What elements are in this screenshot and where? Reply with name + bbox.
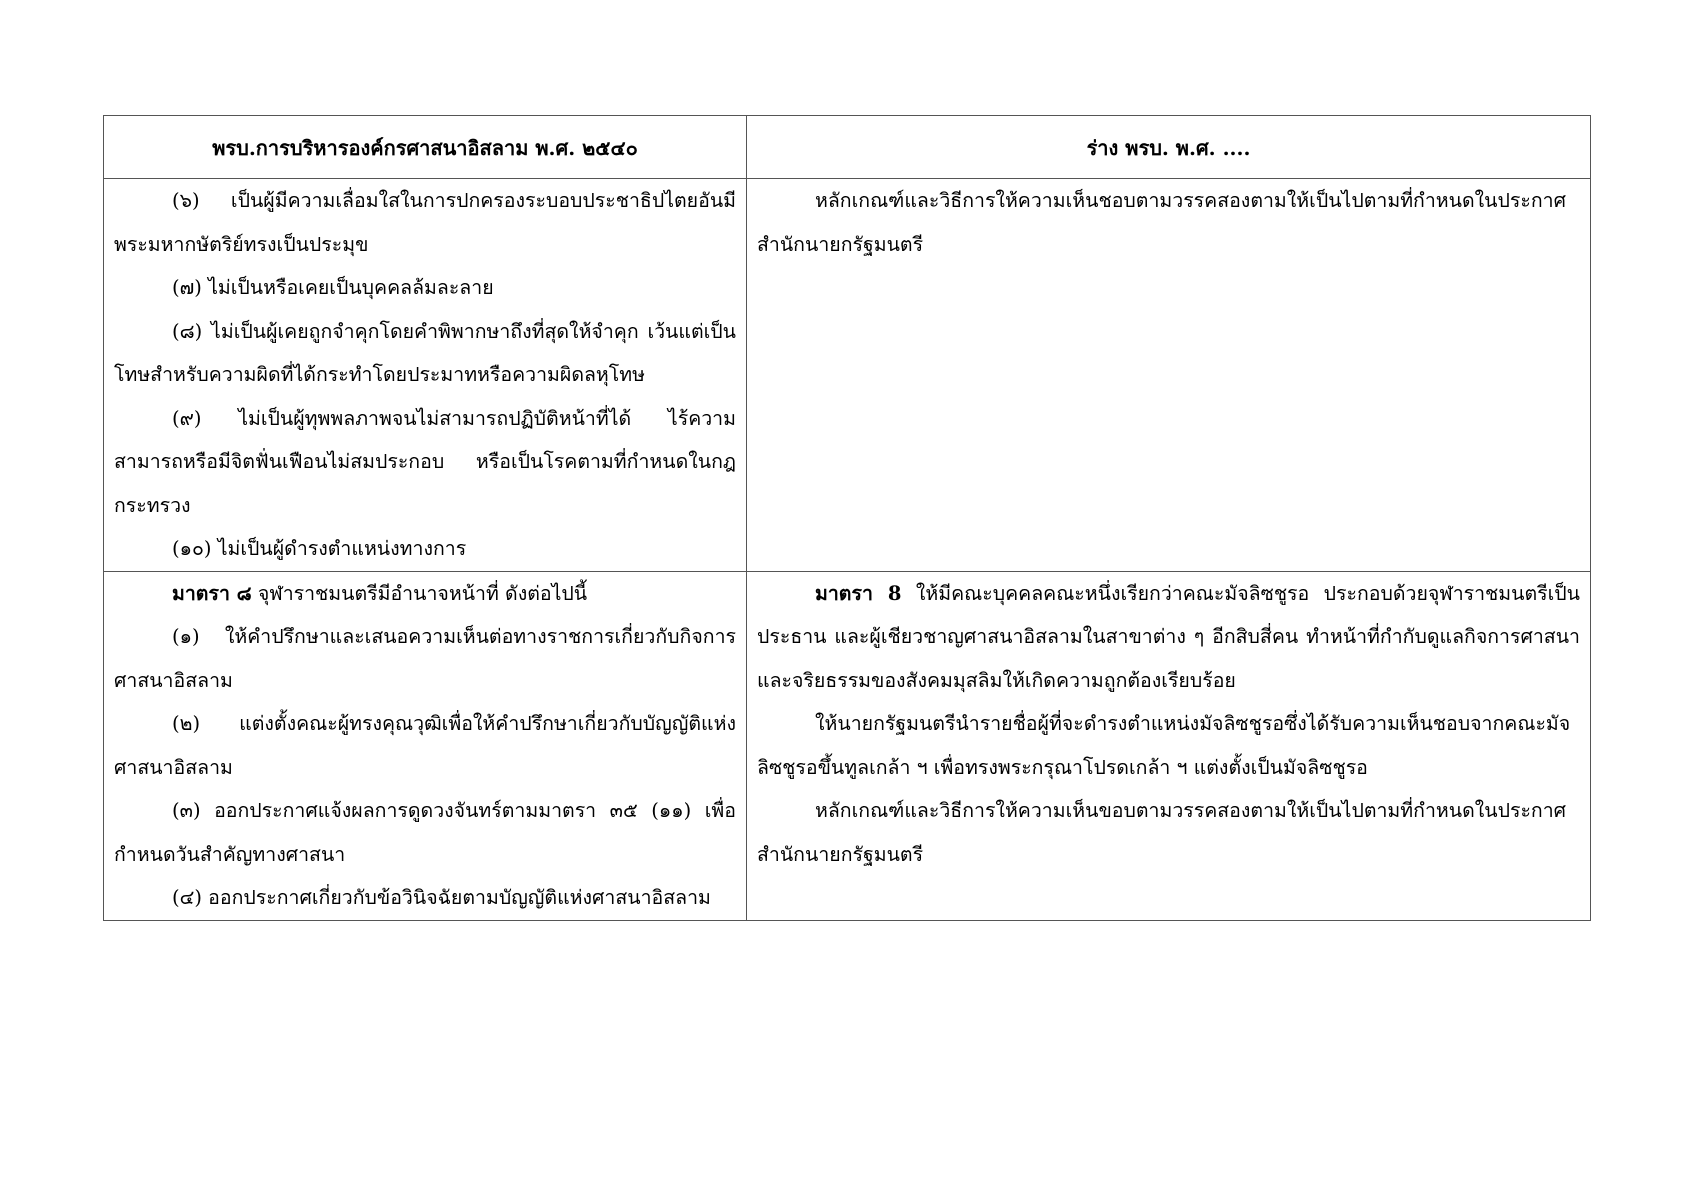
cell-current-qualifications [104, 179, 747, 572]
header-current-act: พรบ.การบริหารองค์กรศาสนาอิสลาม พ.ศ. ๒๕๔๐ [104, 116, 747, 179]
paragraph: หลักเกณฑ์และวิธีการให้ความเห็นขอบตามวรรคสองตามให้เป็นไปตามที่กำหนดในประกาศสำนักนายกรัฐมนตรี [757, 799, 1567, 866]
paragraph: หลักเกณฑ์และวิธีการให้ความเห็นชอบตามวรรคสองตามให้เป็นไปตามที่กำหนดในประกาศสำนักนายกรัฐมนตรี [757, 189, 1566, 256]
cell-draft-criteria [747, 179, 1591, 572]
paragraph: (๓) ออกประกาศแจ้งผลการดูดวงจันทร์ตามมาตรา ๓๕ (๑๑) เพื่อกำหนดวันสำคัญทางศาสนา [114, 799, 736, 866]
section-paragraph [114, 572, 736, 616]
paragraph: (๑๐) ไม่เป็นผู้ดำรงตำแหน่งทางการ [172, 537, 467, 560]
table-header-row [104, 116, 1591, 179]
comparison-table [103, 115, 1591, 921]
header-draft-act: ร่าง พรบ. พ.ศ. .... [747, 116, 1591, 179]
cell-draft-section-8 [747, 571, 1591, 920]
section-label: มาตรา ๘ [172, 581, 252, 605]
cell-current-section-8 [104, 571, 747, 920]
paragraph: (๑) ให้คำปรึกษาและเสนอความเห็นต่อทางราชการเกี่ยวกับกิจการศาสนาอิสลาม [114, 625, 736, 692]
section-label: มาตรา 8 [815, 581, 902, 605]
paragraph: (๔) ออกประกาศเกี่ยวกับข้อวินิจฉัยตามบัญญัติแห่งศาสนาอิสลาม [172, 886, 711, 909]
paragraph: ให้นายกรัฐมนตรีนำรายชื่อผู้ที่จะดำรงตำแหน่งมัจลิซชูรอซึ่งได้รับความเห็นชอบจากคณะมัจลิซชูรอขึ้นทูลเกล้า ฯ เพื่อทรงพระกรุณาโปรดเกล้า ฯ แต่งตั้งเป็นมัจลิซชูรอ [757, 712, 1571, 779]
table-row [104, 179, 1591, 572]
paragraph: (๒) แต่งตั้งคณะผู้ทรงคุณวุฒิเพื่อให้คำปรึกษาเกี่ยวกับบัญญัติแห่งศาสนาอิสลาม [114, 712, 736, 779]
section-text: ให้มีคณะบุคคลคณะหนึ่งเรียกว่าคณะมัจลิซชูรอ ประกอบด้วยจุฬาราชมนตรีเป็นประธาน และผู้เชียวชาญศาสนาอิสลามในสาขาต่าง ๆ อีกสิบสี่คน ทำหน้าที่กำกับดูแลกิจการศาสนาและจริยธรรมของสังคมมุสลิมให้เกิดความถูกต้องเรียบร้อย [757, 581, 1580, 692]
paragraph: (๙) ไม่เป็นผู้ทุพพลภาพจนไม่สามารถปฏิบัติหน้าที่ได้ ไร้ความสามารถหรือมีจิตฟั่นเฟือนไม่สมประกอบ หรือเป็นโรคตามที่กำหนดในกฎกระทรวง [114, 406, 736, 517]
section-paragraph [757, 572, 1580, 703]
paragraph: (๘) ไม่เป็นผู้เคยถูกจำคุกโดยคำพิพากษาถึงที่สุดให้จำคุก เว้นแต่เป็นโทษสำหรับความผิดที่ได้กระทำโดยประมาทหรือความผิดลหุโทษ [114, 319, 736, 386]
paragraph: (๗) ไม่เป็นหรือเคยเป็นบุคคลล้มละลาย [172, 276, 494, 299]
table-row [104, 571, 1591, 920]
section-text: จุฬาราชมนตรีมีอำนาจหน้าที่ ดังต่อไปนี้ [251, 581, 588, 605]
paragraph: (๖) เป็นผู้มีความเลื่อมใสในการปกครองระบอบประชาธิปไตยอันมีพระมหากษัตริย์ทรงเป็นประมุข [114, 189, 736, 256]
